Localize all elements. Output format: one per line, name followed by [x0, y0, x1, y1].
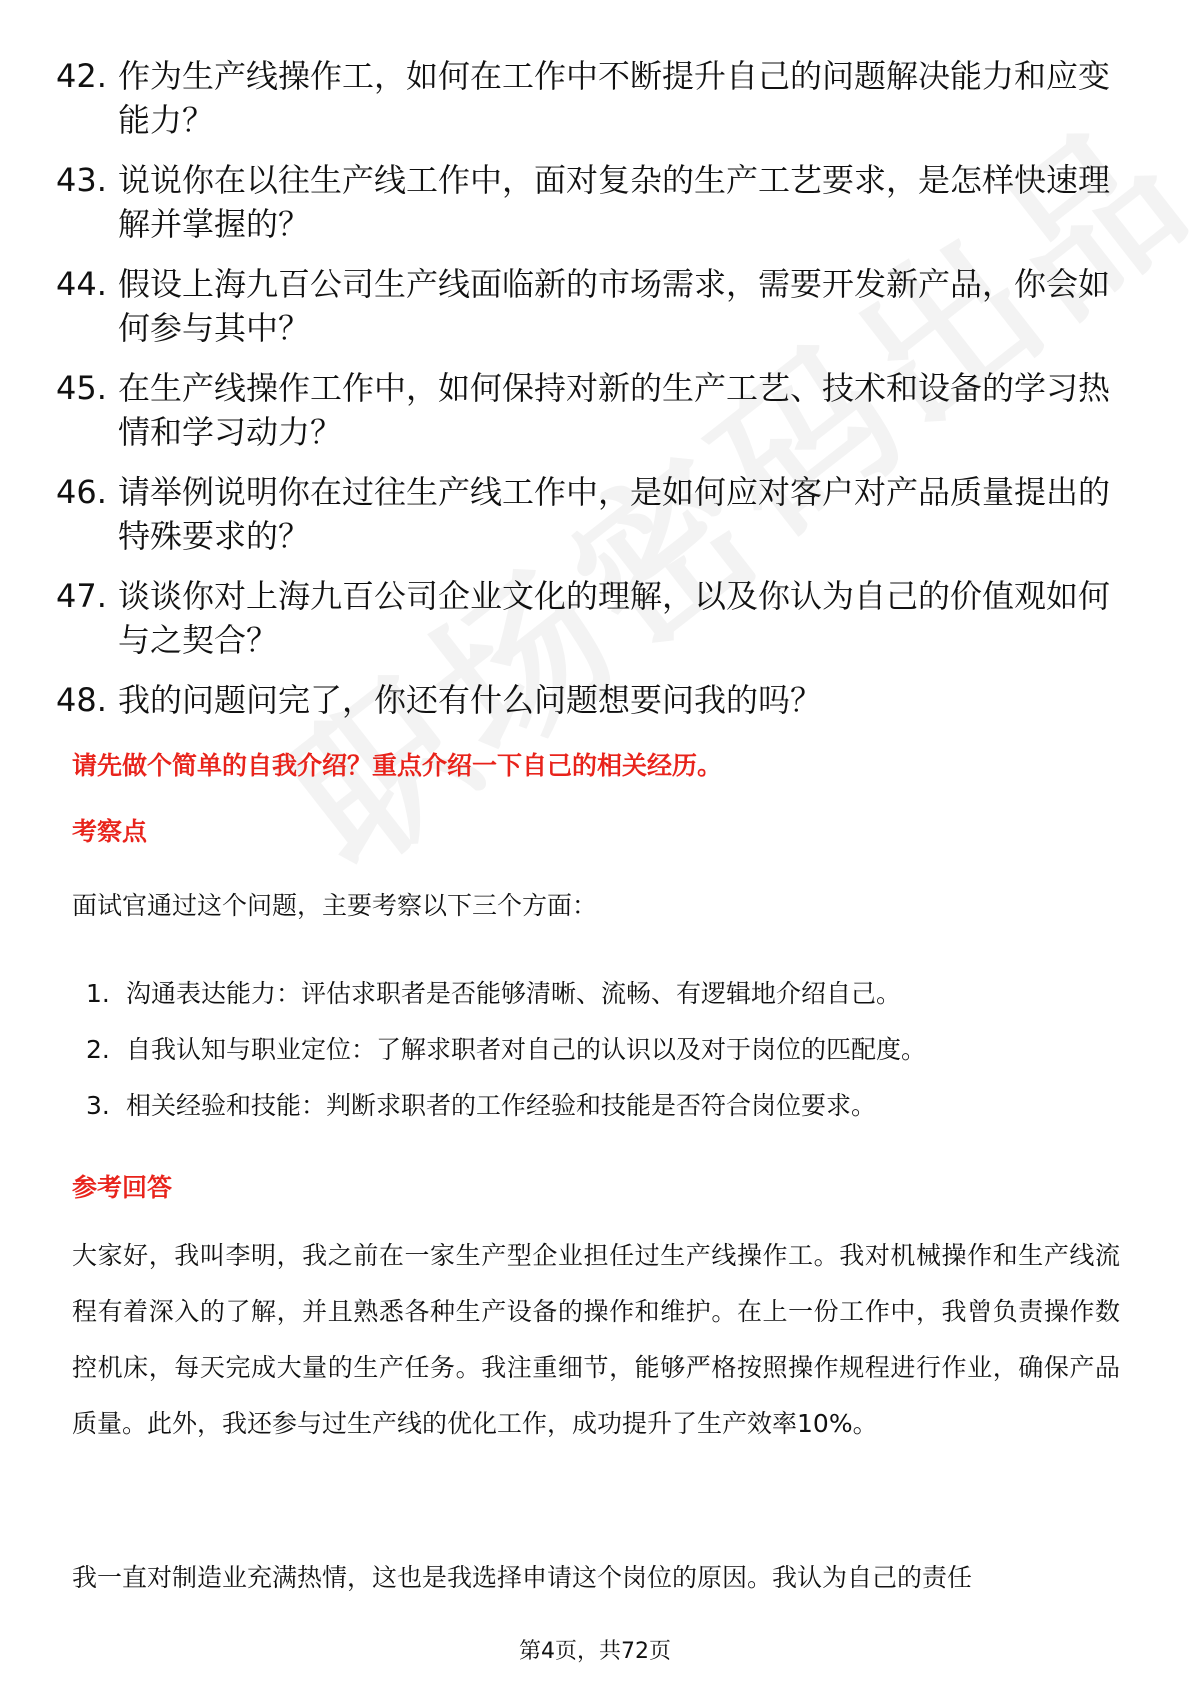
highlight-question: 请先做个简单的自我介绍？重点介绍一下自己的相关经历。 [72, 751, 723, 780]
point-number: 1. [86, 979, 110, 1008]
list-item [56, 158, 1116, 246]
list-item [56, 366, 1116, 454]
list-item [56, 262, 1116, 350]
point-number: 2. [86, 1035, 110, 1064]
question-text: 作为生产线操作工，如何在工作中不断提升自己的问题解决能力和应变能力？ [118, 57, 1111, 139]
list-item [86, 976, 926, 1012]
question-text: 请举例说明你在过往生产线工作中，是如何应对客户对产品质量提出的特殊要求的？ [118, 473, 1111, 555]
list-item [56, 54, 1116, 142]
question-number: 48. [56, 681, 107, 719]
answer-heading: 参考回答 [72, 1173, 173, 1202]
question-list [56, 54, 1116, 738]
list-item [56, 678, 1116, 722]
list-item [56, 470, 1116, 558]
question-text: 说说你在以往生产线工作中，面对复杂的生产工艺要求，是怎样快速理解并掌握的？ [118, 161, 1111, 243]
question-text: 假设上海九百公司生产线面临新的市场需求，需要开发新产品，你会如何参与其中？ [118, 265, 1111, 347]
question-number: 46. [56, 473, 107, 511]
point-text: 沟通表达能力：评估求职者是否能够清晰、流畅、有逻辑地介绍自己。 [126, 979, 902, 1008]
answer-paragraph: 大家好，我叫李明，我之前在一家生产型企业担任过生产线操作工。我对机械操作和生产线流程有着深入的了解，并且熟悉各种生产设备的操作和维护。在上一份工作中，我曾负责操作数控机床，每天完成大量的生产任务。我注重细节，能够严格按照操作规程进行作业，确保产品质量。此外，我还参与过生产线的优化工作，成功提升了生产效率10%。 [72, 1241, 1120, 1438]
list-item [86, 1032, 926, 1068]
question-text: 在生产线操作工作中，如何保持对新的生产工艺、技术和设备的学习热情和学习动力？ [118, 369, 1111, 451]
question-number: 43. [56, 161, 107, 199]
list-item [56, 574, 1116, 662]
assessment-points [86, 976, 926, 1144]
point-text: 相关经验和技能：判断求职者的工作经验和技能是否符合岗位要求。 [126, 1091, 877, 1120]
assessment-intro: 面试官通过这个问题，主要考察以下三个方面： [72, 891, 598, 920]
list-item [86, 1088, 926, 1124]
point-text: 自我认知与职业定位：了解求职者对自己的认识以及对于岗位的匹配度。 [126, 1035, 927, 1064]
question-number: 47. [56, 577, 107, 615]
assessment-heading: 考察点 [72, 817, 148, 846]
question-number: 42. [56, 57, 107, 95]
question-number: 45. [56, 369, 107, 407]
page-number: 第4页，共72页 [519, 1639, 671, 1664]
question-text: 谈谈你对上海九百公司企业文化的理解，以及你认为自己的价值观如何与之契合？ [118, 577, 1111, 659]
point-number: 3. [86, 1091, 110, 1120]
question-number: 44. [56, 265, 107, 303]
answer-paragraph: 我一直对制造业充满热情，这也是我选择申请这个岗位的原因。我认为自己的责任 [72, 1563, 973, 1592]
question-text: 我的问题问完了，你还有什么问题想要问我的吗？ [118, 681, 823, 719]
